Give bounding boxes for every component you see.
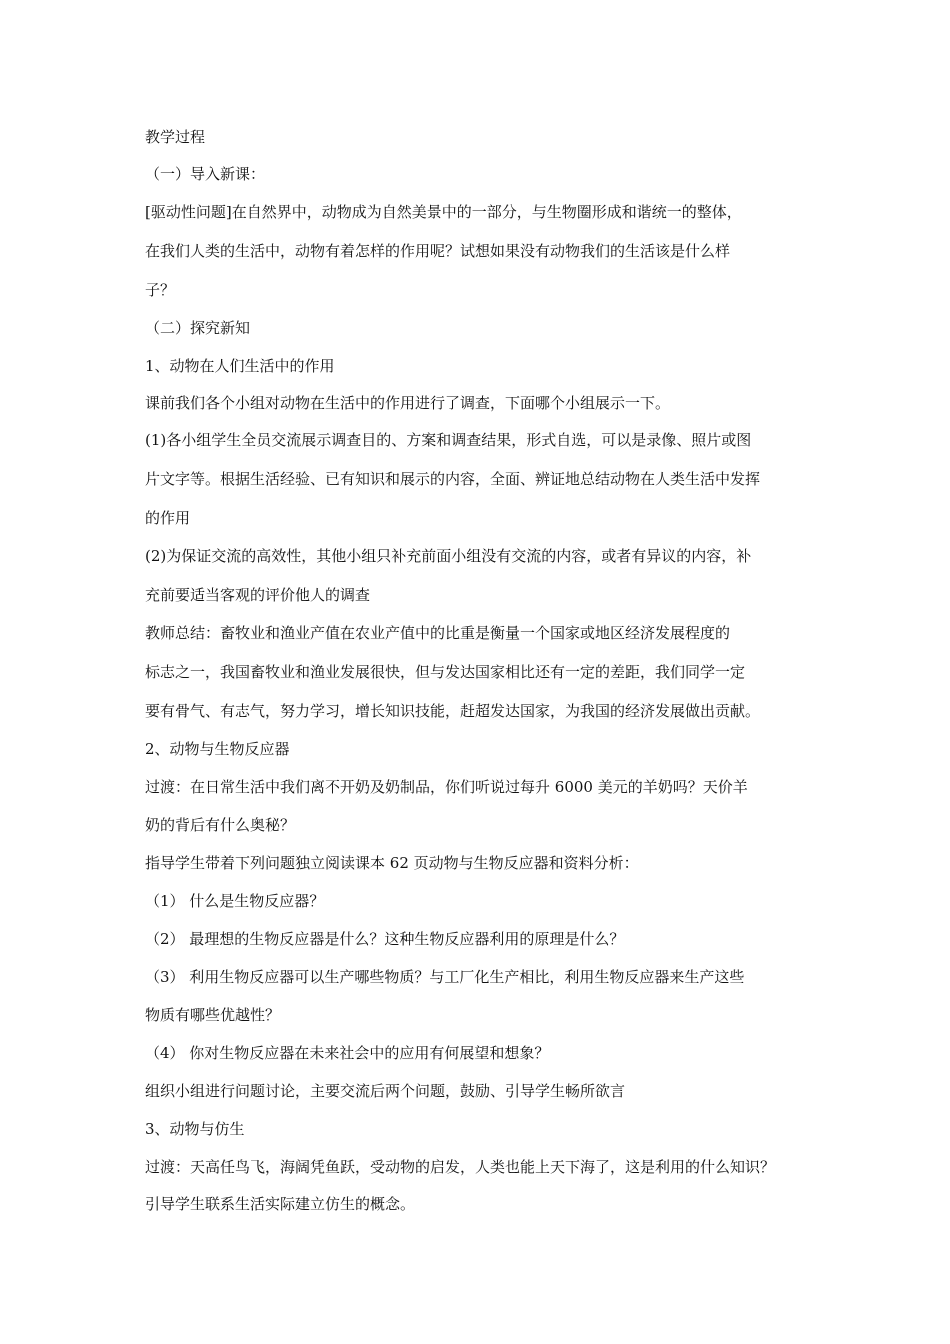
topic-heading: 2、动物与生物反应器 [145, 740, 290, 758]
paragraph-line: 过渡：在日常生活中我们离不开奶及奶制品，你们听说过每升 6000 美元的羊奶吗？天价羊 [145, 778, 748, 796]
paragraph-line: 引导学生联系生活实际建立仿生的概念。 [145, 1195, 416, 1213]
question-item: （2） 最理想的生物反应器是什么？这种生物反应器利用的原理是什么？ [145, 930, 625, 948]
paragraph-line: 充前要适当客观的评价他人的调查 [145, 586, 371, 604]
paragraph-line: (1)各小组学生全员交流展示调查目的、方案和调查结果，形式自选，可以是录像、照片或图 [145, 431, 752, 449]
paragraph-line: 的作用 [145, 509, 191, 527]
subsection-heading: （一）导入新课： [145, 165, 266, 183]
question-item: （4） 你对生物反应器在未来社会中的应用有何展望和想象？ [145, 1044, 550, 1062]
paragraph-line: 课前我们各个小组对动物在生活中的作用进行了调查，下面哪个小组展示一下。 [145, 394, 671, 412]
paragraph-line: 指导学生带着下列问题独立阅读课本 62 页动物与生物反应器和资料分析： [145, 854, 639, 872]
paragraph-line: 在我们人类的生活中，动物有着怎样的作用呢？试想如果没有动物我们的生活该是什么样 [145, 242, 731, 260]
paragraph-line: 标志之一，我国畜牧业和渔业发展很快，但与发达国家相比还有一定的差距，我们同学一定 [145, 663, 746, 681]
paragraph-line: 子？ [145, 281, 176, 299]
topic-heading: 1、动物在人们生活中的作用 [145, 357, 335, 375]
paragraph-line: 要有骨气、有志气，努力学习，增长知识技能，赶超发达国家，为我国的经济发展做出贡献。 [145, 702, 761, 720]
paragraph-line: 过渡：天高任鸟飞，海阔凭鱼跃，受动物的启发，人类也能上天下海了，这是利用的什么知识？ [145, 1158, 776, 1176]
section-heading: 教学过程 [145, 128, 206, 146]
subsection-heading: （二）探究新知 [145, 319, 251, 337]
paragraph-line: 组织小组进行问题讨论，主要交流后两个问题，鼓励、引导学生畅所欲言 [145, 1082, 626, 1100]
paragraph-line: (2)为保证交流的高效性，其他小组只补充前面小组没有交流的内容，或者有异议的内容，补 [145, 547, 752, 565]
question-item: （1） 什么是生物反应器？ [145, 892, 325, 910]
topic-heading: 3、动物与仿生 [145, 1120, 245, 1138]
paragraph-line: 奶的背后有什么奥秘？ [145, 816, 296, 834]
question-item: 物质有哪些优越性？ [145, 1006, 281, 1024]
paragraph-line: [驱动性问题]在自然界中，动物成为自然美景中的一部分，与生物圈形成和谐统一的整体， [145, 203, 742, 221]
paragraph-line: 片文字等。根据生活经验、已有知识和展示的内容，全面、辨证地总结动物在人类生活中发挥 [145, 470, 761, 488]
paragraph-line: 教师总结：畜牧业和渔业产值在农业产值中的比重是衡量一个国家或地区经济发展程度的 [145, 624, 731, 642]
question-item: （3） 利用生物反应器可以生产哪些物质？与工厂化生产相比，利用生物反应器来生产这些 [145, 968, 745, 986]
